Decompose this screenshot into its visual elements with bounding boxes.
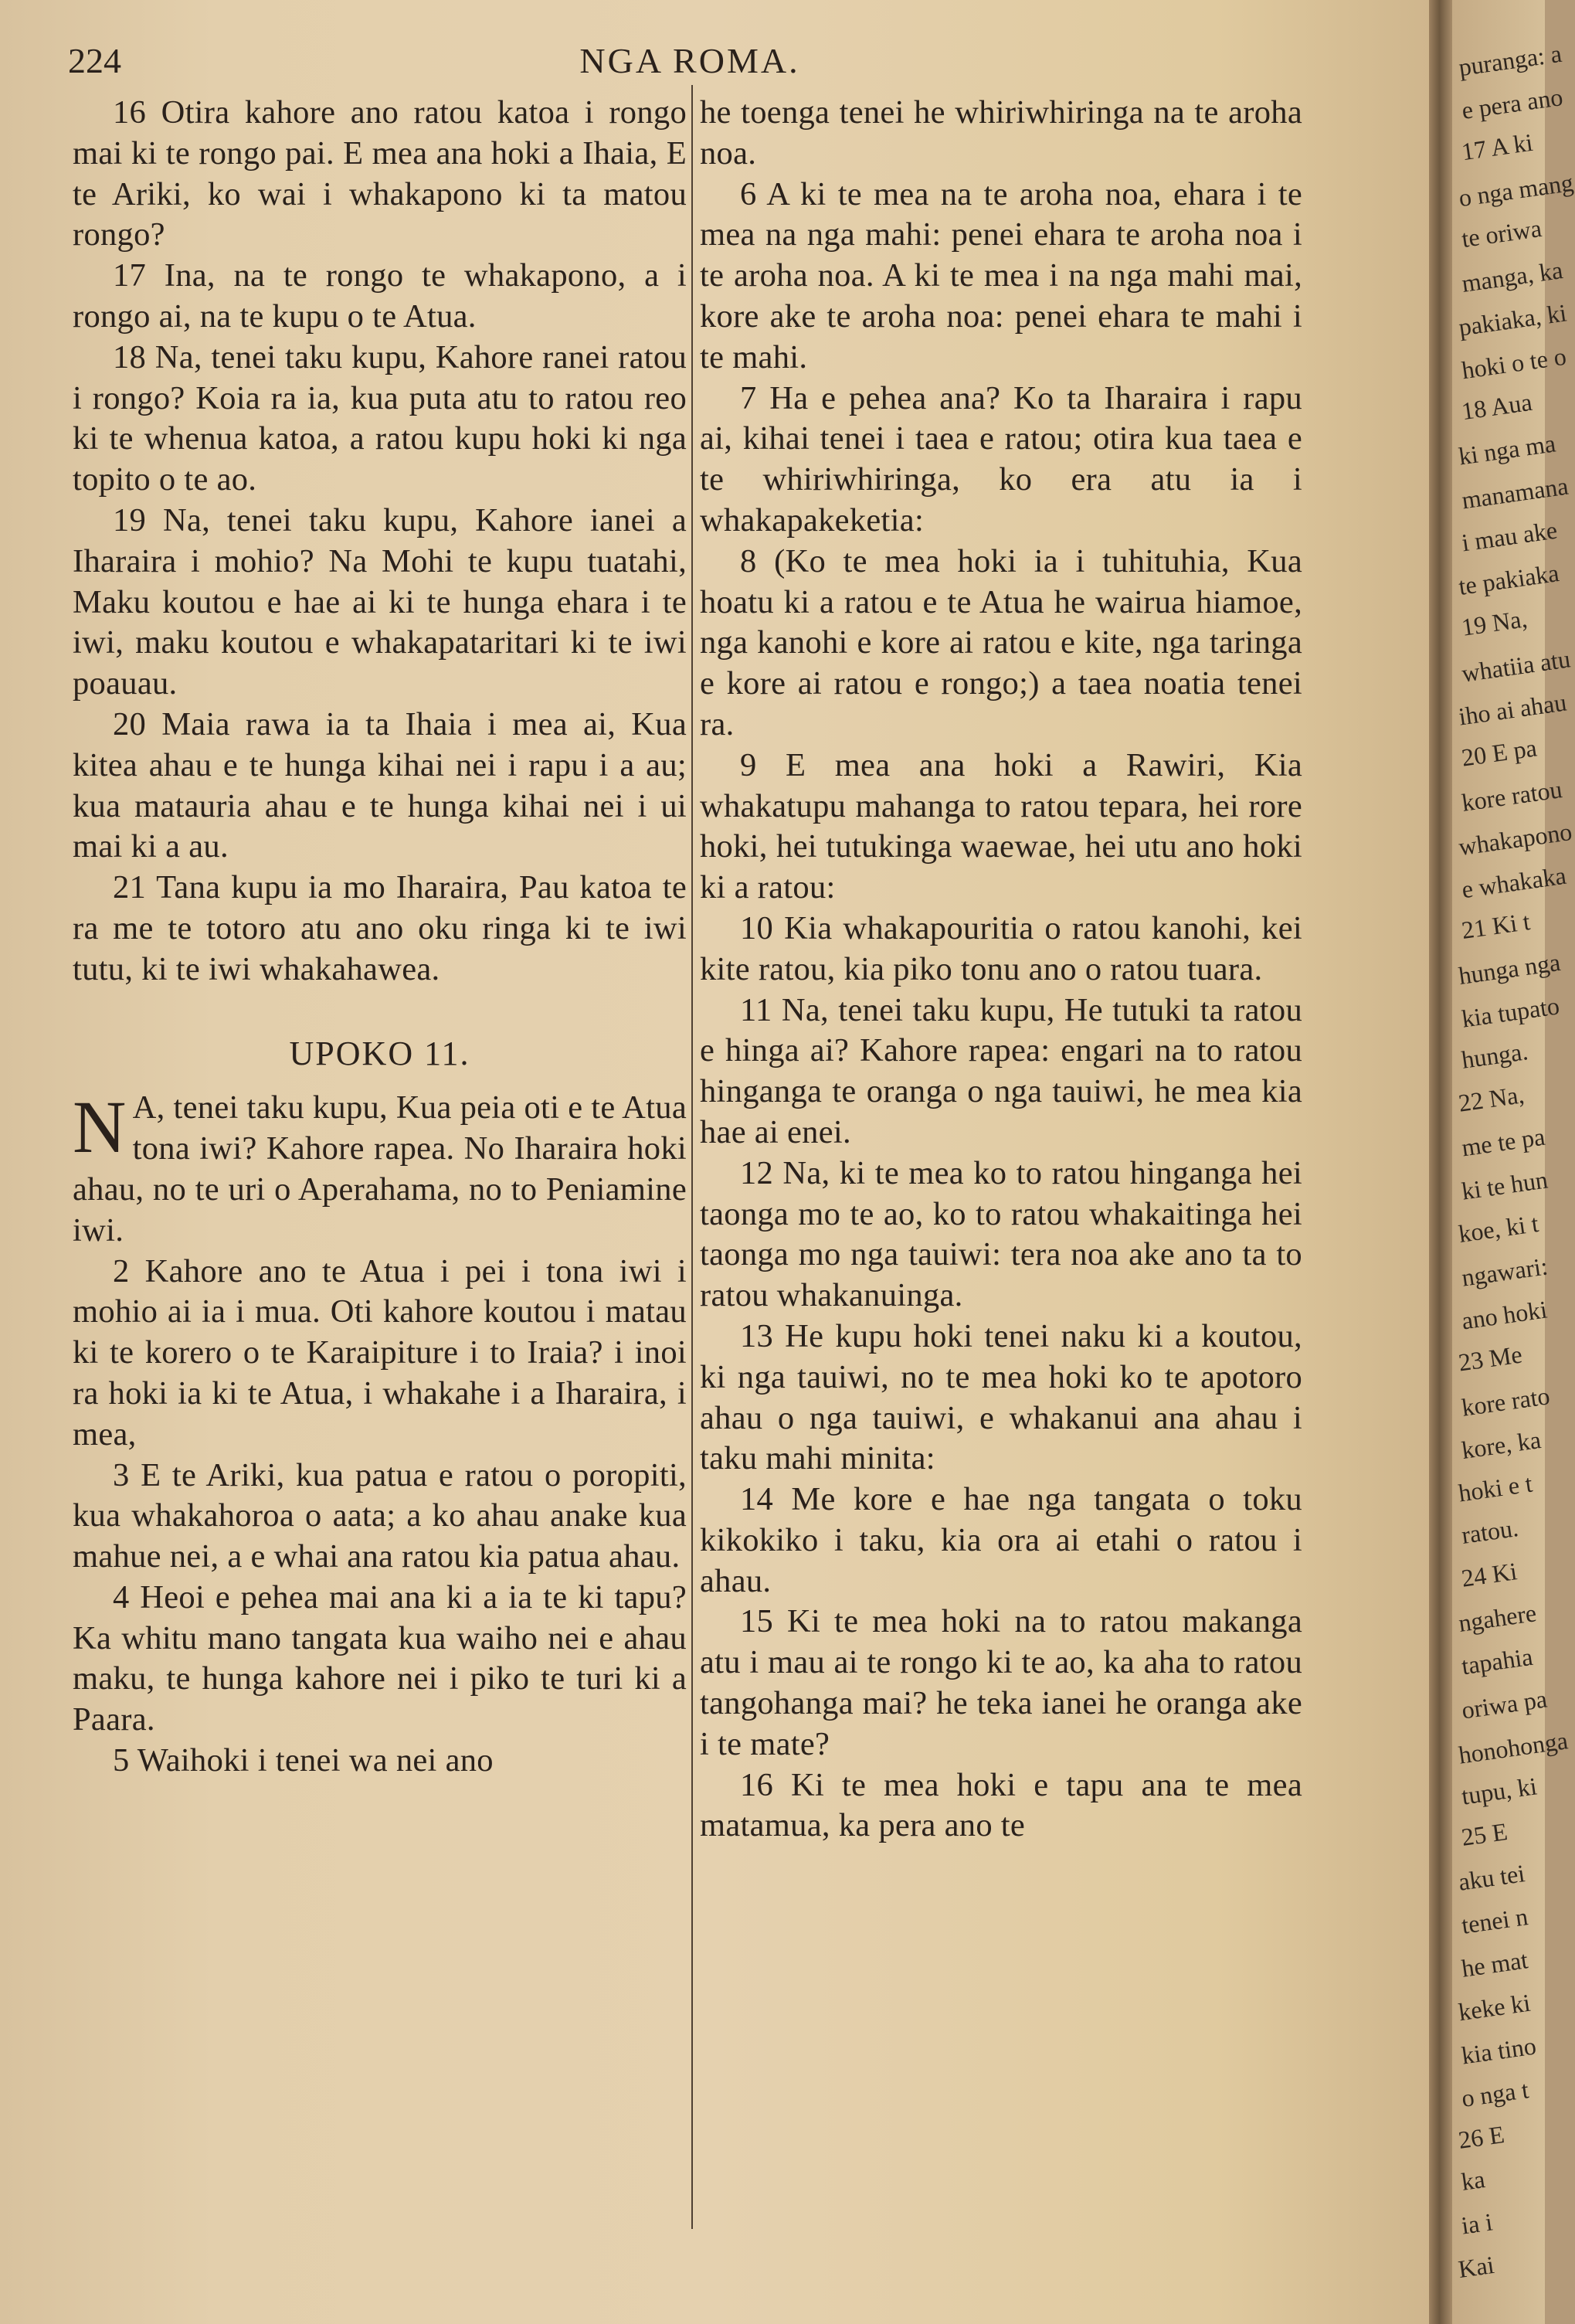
facing-page-fragment: oriwa pa bbox=[1459, 1684, 1549, 1724]
verse-number: 4 bbox=[113, 1578, 130, 1616]
verse-number: 10 bbox=[740, 909, 774, 946]
verse bbox=[700, 542, 1302, 746]
facing-page-fragment: ratou. bbox=[1459, 1514, 1520, 1549]
facing-page-fragment: keke ki bbox=[1456, 1988, 1533, 2027]
facing-page-fragment: 22 Na, bbox=[1456, 1080, 1526, 1117]
chapter-opening bbox=[73, 1088, 687, 1251]
verse-number: 3 bbox=[113, 1456, 130, 1493]
verse-number: 17 bbox=[113, 257, 147, 294]
facing-page-edge bbox=[1452, 0, 1575, 2324]
verse-number: 15 bbox=[740, 1603, 774, 1640]
running-header bbox=[68, 40, 1312, 87]
facing-page-fragment: hunga. bbox=[1459, 1037, 1530, 1074]
verse-text: Ina, na te rongo te whakapono, a i rongo ai, na te kupu o te Atua. bbox=[73, 257, 687, 335]
facing-page-fragment: 24 Ki bbox=[1459, 1557, 1519, 1592]
facing-page-fragment: ano hoki bbox=[1459, 1295, 1549, 1335]
verse-text: E mea ana hoki a Rawiri, Kia whakatupu mahanga to ratou tepara, hei rore hoki, hei tutukinga waewae, hei utu ano hoki ki a ratou: bbox=[700, 746, 1302, 906]
facing-page-fragment: e pera ano bbox=[1460, 83, 1565, 124]
facing-page-fragment: kore rato bbox=[1459, 1381, 1552, 1422]
facing-page-fragment: pakiaka, ki bbox=[1457, 298, 1569, 341]
facing-page-fragment: ia i bbox=[1459, 2207, 1495, 2240]
verse bbox=[700, 1317, 1302, 1480]
facing-page-fragment: tupu, ki bbox=[1459, 1772, 1539, 1810]
facing-page-fragment: i mau ake bbox=[1460, 515, 1560, 557]
facing-page-fragment: ngawari: bbox=[1459, 1252, 1550, 1292]
facing-page-fragment: 18 Aua bbox=[1459, 387, 1534, 426]
facing-page-fragment: 17 A ki bbox=[1459, 127, 1535, 166]
facing-page-fragment: me te pa bbox=[1459, 1122, 1547, 1162]
verse-text: E te Ariki, kua patua e ratou o poropiti, kua whakahoroa o aata; a ko ahau anake kua mahue nei, a e whai ana ratou kia patua ahau. bbox=[73, 1456, 687, 1575]
verse-text: A ki te mea na te aroha noa, ehara i te mea na nga mahi: penei ehara te aroha noa i te aroha noa. A ki te mea i na nga mahi mai, kore ake te aroha noa: penei ehara te mahi i te mahi. bbox=[700, 175, 1302, 375]
right-column bbox=[700, 93, 1302, 1847]
verse-text: Tana kupu ia mo Iharaira, Pau katoa te ra me te totoro atu ano oku ringa ki te iwi tutu, ki te iwi whakahawea. bbox=[73, 869, 687, 987]
verse-text: Ki te mea hoki e tapu ana te mea matamua, ka pera ano te bbox=[700, 1766, 1302, 1844]
verse bbox=[700, 379, 1302, 542]
facing-page-fragment: puranga: a bbox=[1457, 39, 1563, 82]
verse-number: 20 bbox=[113, 705, 147, 742]
verse-number: 6 bbox=[740, 175, 757, 212]
verse-text: Ha e pehea ana? Ko ta Iharaira i rapu ai, kihai tenei i taea e ratou; otira kua taea e te whiriwhiringa, ko era atu ia i whakapakeketia: bbox=[700, 379, 1302, 539]
verse bbox=[700, 909, 1302, 990]
chapter-heading: UPOKO 11. bbox=[289, 1034, 470, 1072]
facing-page-fragment: te oriwa bbox=[1459, 213, 1543, 253]
verse-number: 8 bbox=[740, 542, 757, 579]
facing-page-fragment: honohonga bbox=[1457, 1726, 1570, 1769]
facing-page-fragment: hoki o te o bbox=[1460, 341, 1568, 385]
facing-page-fragment: kore, ka bbox=[1459, 1425, 1543, 1465]
verse bbox=[700, 1480, 1302, 1602]
facing-page-fragment: manamana bbox=[1460, 471, 1570, 515]
verse bbox=[73, 868, 687, 990]
verse bbox=[73, 338, 687, 501]
verse-number: 12 bbox=[740, 1154, 774, 1191]
verse bbox=[73, 1578, 687, 1741]
verse-text: Na, tenei taku kupu, Kahore ranei ratou i rongo? Koia ra ia, kua puta atu to ratou reo ki te whenua katoa, a ratou kupu hoki ki nga topito o te ao. bbox=[73, 338, 687, 498]
facing-page-fragment: ki te hun bbox=[1459, 1165, 1550, 1205]
facing-page-fragment: he mat bbox=[1459, 1945, 1530, 1983]
verse-text: Me kore e hae nga tangata o toku kikokiko i taku, kia ora ai etahi o ratou i ahau. bbox=[700, 1481, 1302, 1599]
verse bbox=[73, 93, 687, 256]
column-divider bbox=[691, 85, 693, 2229]
verse-text: Na, tenei taku kupu, He tutuki ta ratou e hinga ai? Kahore rapea: engari na to ratou hinganga te oranga o nga tauiwi, he mea kia hae ai enei. bbox=[700, 991, 1302, 1150]
facing-page-fragment: 25 E bbox=[1459, 1817, 1509, 1851]
facing-page-fragment: iho ai ahau bbox=[1457, 688, 1569, 731]
facing-page-fragment: whakapono bbox=[1457, 817, 1574, 861]
drop-cap: N bbox=[73, 1086, 127, 1169]
facing-page-fragment: koe, ki t bbox=[1456, 1208, 1540, 1249]
page-number: 224 bbox=[68, 41, 121, 80]
facing-page-fragment: ki nga ma bbox=[1457, 429, 1558, 471]
verse-text: Waihoki i tenei wa nei ano bbox=[137, 1742, 494, 1779]
verse-number: 13 bbox=[740, 1317, 774, 1354]
verse bbox=[73, 1741, 687, 1782]
verse bbox=[700, 1602, 1302, 1765]
verse-number: 11 bbox=[740, 991, 772, 1028]
facing-page-fragment: 26 E bbox=[1456, 2120, 1506, 2154]
facing-page-fragment: ngahere bbox=[1456, 1599, 1539, 1637]
book-title: NGA ROMA. bbox=[579, 41, 800, 80]
verse bbox=[700, 746, 1302, 909]
verse bbox=[73, 256, 687, 338]
verse-continuation: he toenga tenei he whiriwhiringa na te aroha noa. bbox=[700, 94, 1302, 172]
verse-text: Na, tenei taku kupu, Kahore ianei a Iharaira i mohio? Na Mohi te kupu tuatahi, Maku koutou e hae ai ki te hunga ehara i te iwi, maku koutou e whakapataritari ki te iwi poauau. bbox=[73, 501, 687, 702]
verse-number: 14 bbox=[740, 1481, 774, 1518]
verse bbox=[73, 705, 687, 868]
facing-page-fragment: 19 Na, bbox=[1459, 604, 1529, 641]
verse-number: 5 bbox=[113, 1742, 130, 1779]
book-gutter bbox=[1429, 0, 1452, 2324]
verse-text: Ki te mea hoki na to ratou makanga atu i mau ai te rongo ki te ao, ka aha to ratou tangohanga mai? he teka ianei he oranga ake i te mate? bbox=[700, 1603, 1302, 1762]
verse-text: Kahore ano te Atua i pei i tona iwi i mohio ai ia i mua. Oti kahore koutou i matau ki te korero o te Karaipiture i to Iraia? i inoi ra hoki ia ki te Atua, i whakahe i a Iharaira, i mea, bbox=[73, 1252, 687, 1452]
verse bbox=[73, 501, 687, 705]
facing-page-fragment: te pakiaka bbox=[1457, 559, 1561, 600]
verse-number: 18 bbox=[113, 338, 147, 375]
verse-number: 2 bbox=[113, 1252, 130, 1289]
verse-number: 7 bbox=[740, 379, 757, 416]
facing-page-fragment: manga, ka bbox=[1460, 256, 1565, 297]
left-column bbox=[73, 93, 687, 1782]
verse-number: 9 bbox=[740, 746, 757, 783]
verse bbox=[700, 990, 1302, 1154]
verse-number: 16 bbox=[740, 1766, 774, 1803]
facing-page-fragment: whatiia atu bbox=[1460, 644, 1573, 688]
verse-number: 21 bbox=[113, 869, 147, 906]
verse-text: He kupu hoki tenei naku ki a koutou, ki nga tauiwi, no te mea hoki ko te apotoro ahau o nga tauiwi, e whakanui ana ahau i taku mahi minita: bbox=[700, 1317, 1302, 1477]
verse bbox=[700, 1765, 1302, 1847]
facing-page-fragment: tenei n bbox=[1459, 1902, 1530, 1939]
verse bbox=[700, 175, 1302, 379]
verse-text: Maia rawa ia ta Ihaia i mea ai, Kua kitea ahau e te hunga kihai nei i rapu i a au; kua matauria ahau e te hunga kihai nei i ui mai ki a au. bbox=[73, 705, 687, 865]
facing-page-fragment: o nga t bbox=[1459, 2075, 1531, 2112]
verse-text: Na, ki te mea ko to ratou hinganga hei taonga mo te ao, ko to ratou whakaitinga hei taonga mo nga tauiwi: tera noa ake ano ta to ratou whakanuinga. bbox=[700, 1154, 1302, 1314]
facing-page-fragment: aku tei bbox=[1456, 1859, 1527, 1896]
verse-text: Kia whakapouritia o ratou kanohi, kei kite ratou, kia piko tonu ano o ratou tuara. bbox=[700, 909, 1302, 987]
facing-page-fragment: 20 E pa bbox=[1459, 733, 1539, 772]
facing-page-fragment: e whakaka bbox=[1460, 861, 1568, 904]
verse bbox=[73, 1252, 687, 1456]
verse-text: Otira kahore ano ratou katoa i rongo mai ki te rongo pai. E mea ana hoki a Ihaia, E te Ariki, ko wai i whakapono ki ta matou rongo? bbox=[73, 94, 687, 253]
facing-page-fragment: hunga nga bbox=[1457, 947, 1563, 990]
facing-page-fragment: ka bbox=[1459, 2165, 1487, 2196]
chapter-opening-text: A, tenei taku kupu, Kua peia oti e te Atua tona iwi? Kahore rapea. No Iharaira hoki ahau, no te uri o Aperahama, no to Peniamine iwi. bbox=[73, 1089, 687, 1249]
facing-page-fragment: kia tino bbox=[1459, 2031, 1538, 2070]
verse bbox=[73, 1456, 687, 1578]
verse-number: 19 bbox=[113, 501, 147, 539]
facing-page-fragment: 23 Me bbox=[1456, 1340, 1524, 1377]
facing-page-fragment: hoki e t bbox=[1456, 1469, 1534, 1507]
verse-text: (Ko te mea hoki ia i tuhituhia, Kua hoatu ki a ratou e te Atua he wairua hiamoe, nga kanohi e kore ai ratou e kite, nga taringa e kore ai ratou e rongo;) a taea noatia tenei ra. bbox=[700, 542, 1302, 742]
facing-page-fragment: Kai bbox=[1456, 2250, 1496, 2284]
verse bbox=[700, 1154, 1302, 1317]
facing-page-fragment: tapahia bbox=[1459, 1642, 1535, 1680]
verse-number: 16 bbox=[113, 94, 147, 131]
facing-page-fragment: 21 Ki t bbox=[1459, 906, 1532, 945]
facing-page-fragment: o nga mang bbox=[1457, 168, 1575, 212]
verse-text: Heoi e pehea mai ana ki a ia te ki tapu? Ka whitu mano tangata kua waiho nei e ahau maku, te hunga kahore nei i piko te turi ki a Paara. bbox=[73, 1578, 687, 1738]
facing-page-fragment: kore ratou bbox=[1460, 775, 1564, 817]
facing-page-fragment: kia tupato bbox=[1460, 991, 1561, 1033]
